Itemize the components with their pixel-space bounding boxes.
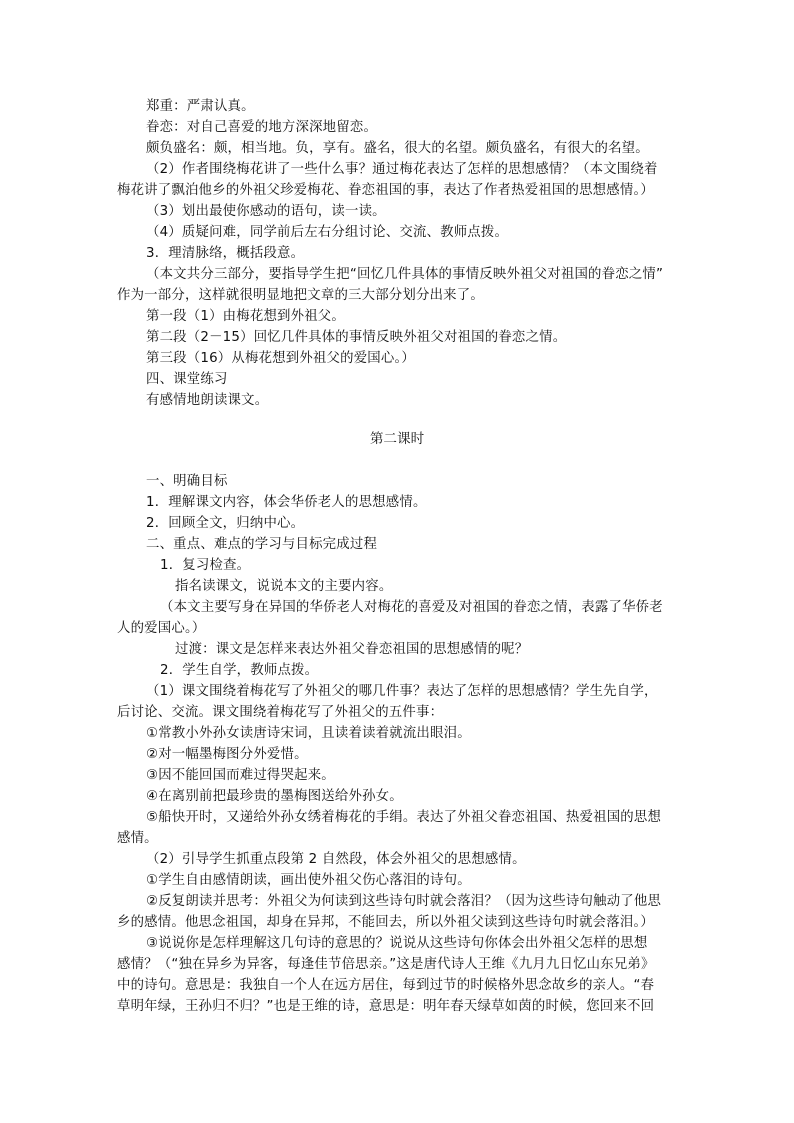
text-line: 颇负盛名：颇，相当地。负，享有。盛名，很大的名望。颇负盛名，有很大的名望。 <box>146 141 649 156</box>
text-line: （3）划出最使你感动的语句，读一读。 <box>146 204 386 219</box>
text-line: 感情？（“独在异乡为异客，每逢佳节倍思亲。”这是唐代诗人王维《九月九日忆山东兄弟》 <box>117 957 655 972</box>
text-line: 2．回顾全文，归纳中心。 <box>146 516 305 531</box>
text-line: ③因不能回国而难过得哭起来。 <box>146 768 335 783</box>
text-line: 指名读课文，说说本文的主要内容。 <box>175 579 393 594</box>
text-line: 第二段（2－15）回忆几件具体的事情反映外祖父对祖国的眷恋之情。 <box>146 330 567 345</box>
text-line: 1．理解课文内容，体会华侨老人的思想感情。 <box>146 495 427 510</box>
text-line: 有感情地朗读课文。 <box>146 393 269 408</box>
text-line: ①常教小外孙女读唐诗宋词，且读着读着就流出眼泪。 <box>146 726 471 741</box>
text-line: ③说说你是怎样理解这几句诗的意思的？说说从这些诗句你体会出外祖父怎样的思想 <box>146 936 648 951</box>
text-line: 第三段（16）从梅花想到外祖父的爱国心。） <box>146 351 415 366</box>
text-line: 草明年绿，王孙归不归？”也是王维的诗，意思是：明年春天绿草如茵的时候，您回来不回 <box>117 999 655 1014</box>
text-line: 3．理清脉络，概括段意。 <box>146 246 305 261</box>
text-line: ②对一幅墨梅图分外爱惜。 <box>146 747 308 762</box>
text-line: ②反复朗读并思考：外祖父为何读到这些诗句时就会落泪？（因为这些诗句触动了他思 <box>146 894 662 909</box>
text-line: ①学生自由感情朗读，画出使外祖父伤心落泪的诗句。 <box>146 873 471 888</box>
text-line: 乡的感情。他思念祖国，却身在异邦，不能回去，所以外祖父读到这些诗句时就会落泪。） <box>117 915 654 930</box>
text-line: 作为一部分，这样就很明显地把文章的三大部分划分出来了。 <box>117 288 484 303</box>
text-line: （2）引导学生抓重点段第 2 自然段，体会外祖父的思想感情。 <box>146 852 526 867</box>
text-line: 第一段（1）由梅花想到外祖父。 <box>146 309 345 324</box>
text-line: 郑重：严肃认真。 <box>146 99 255 114</box>
text-line: 1．复习检查。 <box>160 558 251 573</box>
text-line: ④在离别前把最珍贵的墨梅图送给外孙女。 <box>146 789 403 804</box>
text-line: ⑤船快开时，又递给外孙女绣着梅花的手绢。表达了外祖父眷恋祖国、热爱祖国的思想 <box>146 810 662 825</box>
text-line: 人的爱国心。） <box>117 621 206 636</box>
text-line: 过渡：课文是怎样来表达外祖父眷恋祖国的思想感情的呢？ <box>175 642 529 657</box>
text-line: 中的诗句。意思是：我独自一个人在远方居住，每到过节的时候格外思念故乡的亲人。“春 <box>117 978 655 993</box>
text-line: 感情。 <box>117 831 158 846</box>
text-line: （1）课文围绕着梅花写了外祖父的哪几件事？表达了怎样的思想感情？学生先自学， <box>146 684 658 699</box>
text-line: 后讨论、交流。课文围绕着梅花写了外祖父的五件事： <box>117 705 444 720</box>
section-title: 第二课时 <box>369 431 425 447</box>
text-line: 四、课堂练习 <box>146 372 228 387</box>
text-line: （本文主要写身在异国的华侨老人对梅花的喜爱及对祖国的眷恋之情，表露了华侨老 <box>160 600 663 615</box>
text-line: 2．学生自学，教师点拨。 <box>160 663 319 678</box>
text-line: 梅花讲了飘泊他乡的外祖父珍爱梅花、眷恋祖国的事，表达了作者热爱祖国的思想感情。） <box>117 183 654 198</box>
text-line: （4）质疑问难，同学前后左右分组讨论、交流、教师点拨。 <box>146 225 509 240</box>
text-line: （本文共分三部分，要指导学生把“回忆几件具体的事情反映外祖父对祖国的眷恋之情” <box>146 267 664 282</box>
text-line: （2）作者围绕梅花讲了一些什么事？通过梅花表达了怎样的思想感情？（本文围绕着 <box>146 162 658 177</box>
text-line: 二、重点、难点的学习与目标完成过程 <box>146 537 378 552</box>
text-line: 一、明确目标 <box>146 474 228 489</box>
text-line: 眷恋：对自己喜爱的地方深深地留恋。 <box>146 120 378 135</box>
